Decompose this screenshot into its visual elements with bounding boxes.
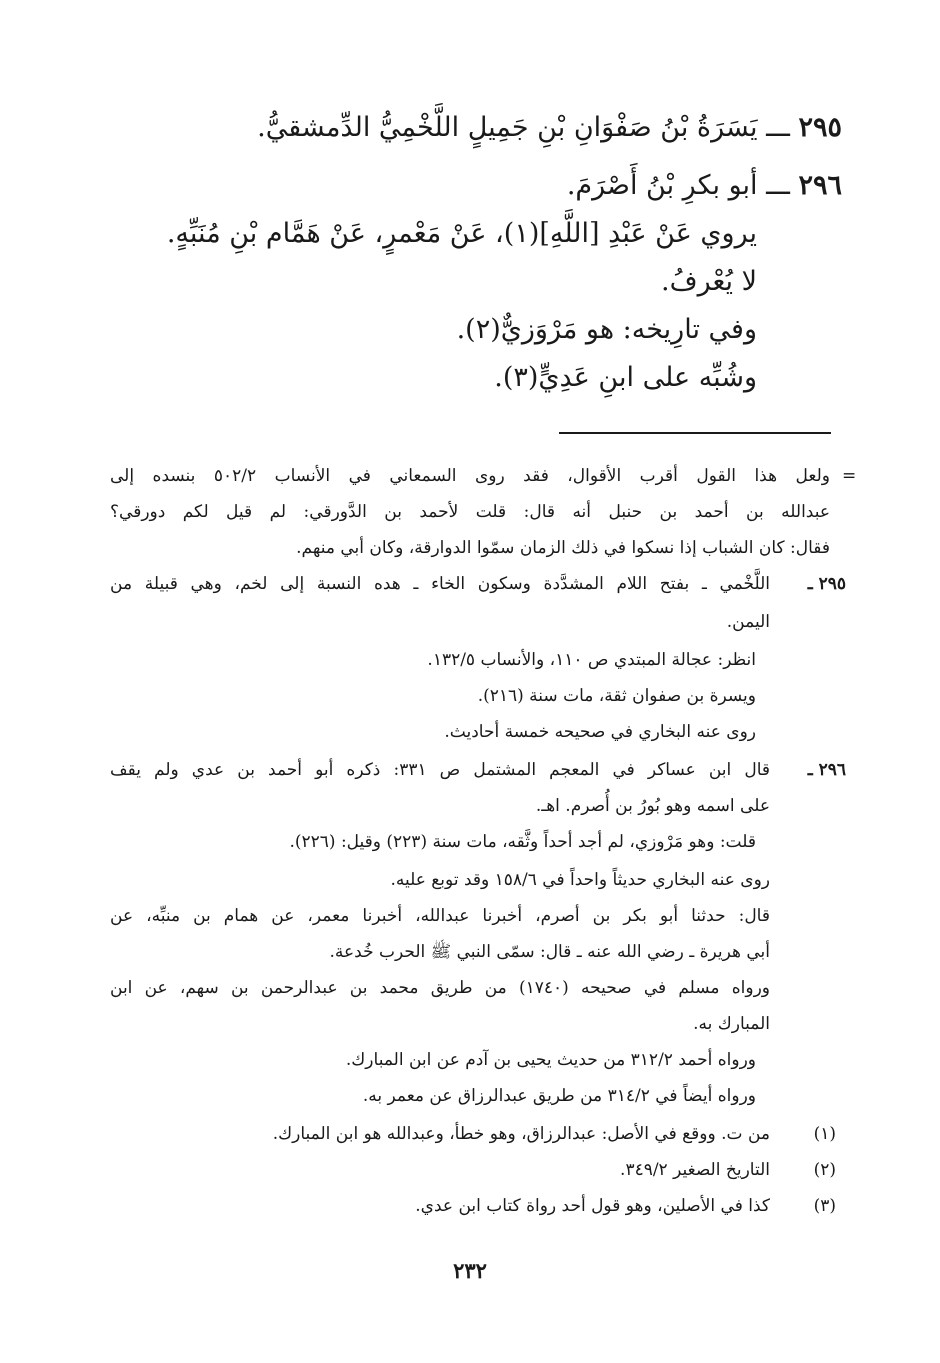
note-296-line: قال ابن عساكر في المعجم المشتمل ص ٣٣١: ذكره أبو أحمد بن عدي ولم يقف bbox=[110, 760, 771, 780]
note-296-line: ورواه أحمد ٣١٢/٢ من حديث يحيى بن آدم عن ابن المبارك. bbox=[345, 1050, 756, 1070]
note-296-line: ورواه أيضاً في ٣١٤/٢ من طريق عبدالرزاق عن معمر به. bbox=[362, 1086, 756, 1106]
entry-296: ٢٩٦ ـــ أبو بكرِ بْنُ أَصْرَمَ. bbox=[566, 170, 842, 201]
note-295-line: روى عنه البخاري في صحيحه خمسة أحاديث. bbox=[444, 722, 756, 742]
note-296-line: قلت: وهو مَرْوزي، لم أجد أحداً وثَّقه، مات سنة (٢٢٣) وقيل: (٢٢٦). bbox=[289, 832, 756, 852]
note-296-line: ورواه مسلم في صحيحه (١٧٤٠) من طريق محمد بن عبدالرحمن بن سهم، عن ابن bbox=[110, 978, 770, 998]
footnote-3-text: كذا في الأصلين، وهو قول أحد رواة كتاب ابن عدي. bbox=[415, 1196, 770, 1216]
note-296-line: المبارك به. bbox=[693, 1014, 770, 1034]
note-296-label: ٢٩٦ ـ bbox=[807, 760, 846, 780]
note-295-line: ويسرة بن صفوان ثقة، مات سنة (٢١٦). bbox=[477, 686, 756, 706]
footnote-separator bbox=[559, 432, 831, 434]
footnote-1-marker: (١) bbox=[813, 1124, 836, 1144]
footnote-1-text: من ت. ووقع في الأصل: عبدالرزاق، وهو خطأ، وعبدالله هو ابن المبارك. bbox=[272, 1124, 770, 1144]
entry-295: ٢٩٥ ـــ يَسَرَةُ بْنُ صَفْوَانِ بْنِ جَمِيلٍ اللَّخْمِيُّ الدِّمشقيُّ. bbox=[257, 112, 842, 143]
note-intro-line: فقال: كان الشباب إذا نسكوا في ذلك الزمان سمّوا الدوارقة، وكان أبي منهم. bbox=[296, 538, 830, 558]
note-295-line: اليمن. bbox=[726, 612, 770, 632]
note-295-line: انظر: عجالة المبتدي ص ١١٠، والأنساب ١٣٢/٥. bbox=[427, 650, 756, 670]
footnote-3-marker: (٣) bbox=[813, 1196, 836, 1216]
note-296-line: روى عنه البخاري حديثاً واحداً في ١٥٨/٦ وقد توبع عليه. bbox=[390, 870, 770, 890]
note-296-line: قال: حدثنا أبو بكر بن أصرم، أخبرنا عبدالله، أخبرنا معمر، عن همام بن منبِّه، عن bbox=[110, 906, 770, 926]
note-intro-line: ولعل هذا القول أقرب الأقوال، فقد روى السمعاني في الأنساب ٥٠٢/٢ بنسده إلى bbox=[110, 466, 830, 486]
entry-296-number: ٢٩٦ bbox=[798, 170, 842, 201]
note-296-line: أبي هريرة ـ رضي الله عنه ـ قال: سمّى النبي ﷺ الحرب خُدعة. bbox=[329, 942, 770, 962]
note-295-line: اللَّخْمي ـ بفتح اللام المشدَّدة وسكون الخاء ـ هده النسبة إلى لخم، وهي قبيلة من bbox=[110, 574, 770, 594]
note-295-label: ٢٩٥ ـ bbox=[807, 574, 846, 594]
footnote-2-text: التاريخ الصغير ٣٤٩/٢. bbox=[620, 1160, 770, 1180]
footnote-2-marker: (٢) bbox=[813, 1160, 836, 1180]
entry-296-text: أبو بكرِ بْنُ أَصْرَمَ. bbox=[566, 170, 758, 201]
entry-296-line: يروي عَنْ عَبْدِ [اللَّهِ](١)، عَنْ مَعْمرٍ، عَنْ هَمَّام بْنِ مُنَبِّهٍ. bbox=[166, 218, 757, 249]
entry-295-number: ٢٩٥ bbox=[798, 112, 842, 143]
note-296-line: على اسمه وهو بُورُ بن أُصرم. اهـ. bbox=[535, 796, 770, 816]
continuation-marker: = bbox=[842, 466, 857, 486]
entry-296-line: وشُبِّه على ابنِ عَدِيٍّ(٣). bbox=[494, 362, 757, 393]
page-number: ٢٣٢ bbox=[453, 1258, 487, 1283]
entry-296-line: لا يُعْرفُ. bbox=[661, 266, 757, 297]
note-intro-line: عبدالله بن أحمد بن حنبل أنه قال: قلت لأحمد بن الدَّورقي: لم قيل لكم دورقي؟ bbox=[110, 502, 830, 522]
entry-296-line: وفي تارِيخه: هو مَرْوَزيٌّ(٢). bbox=[456, 314, 757, 345]
entry-295-text: يَسَرَةُ بْنُ صَفْوَانِ بْنِ جَمِيلٍ اللَّخْمِيُّ الدِّمشقيُّ. bbox=[257, 112, 758, 143]
